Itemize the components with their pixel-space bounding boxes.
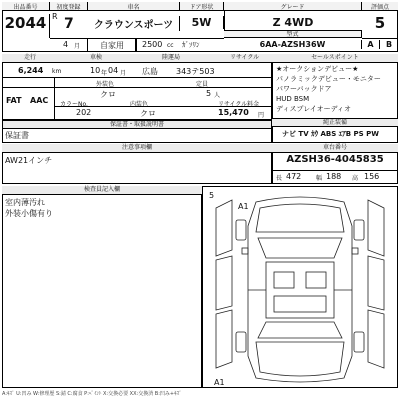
registration-label: 初度登録 xyxy=(50,2,88,11)
damage-mark-a1-top: A1 xyxy=(238,202,249,211)
length-value: 472 xyxy=(286,172,302,181)
ext-color-label: 外装色 xyxy=(96,81,115,88)
cc-unit: cc xyxy=(167,42,174,49)
mileage-value: 6,244 xyxy=(18,66,44,75)
color-row xyxy=(2,78,272,88)
inspection-year-unit: 年 xyxy=(101,70,108,77)
inspector-header xyxy=(2,186,202,195)
use-type: 自家用 xyxy=(100,41,124,50)
height-label: 高 xyxy=(352,175,359,182)
capacity-unit: 人 xyxy=(214,92,221,99)
shift-divider xyxy=(54,78,55,120)
car-name-label: 車名 xyxy=(88,2,180,11)
car-name: クラウンスポーツ xyxy=(88,16,180,31)
frame-label: 車台番号 xyxy=(322,144,347,151)
sales-point-header xyxy=(272,54,398,63)
car-diagram xyxy=(202,186,398,388)
lot-label: 出品番号 xyxy=(2,2,50,11)
score-label: 評価点 xyxy=(362,2,398,11)
location-value: 広島 xyxy=(142,67,158,76)
grade-label: グレード xyxy=(224,2,362,11)
inspection-year: 10 xyxy=(90,66,101,75)
plate-number: 343テ503 xyxy=(176,67,215,76)
ac-type: AAC xyxy=(30,96,49,105)
inspector-note: 室内薄汚れ xyxy=(5,198,45,207)
doors-value: 5W xyxy=(180,16,224,29)
sales-point-item: パノラミックデビュー・モニター xyxy=(276,75,381,83)
location-label: 陸運局 xyxy=(162,54,181,61)
capacity-value: 5 xyxy=(206,89,212,98)
ext-color-value: クロ xyxy=(100,90,116,99)
month-unit: 月 xyxy=(74,43,81,50)
width-label: 幅 xyxy=(316,175,323,182)
equipment-header xyxy=(272,118,398,127)
registration-month-cell xyxy=(50,38,88,52)
mileage-unit: km xyxy=(52,68,62,75)
grade-value: Z 4WD xyxy=(272,16,314,29)
shift-type: FAT xyxy=(6,96,22,105)
sales-point-item: HUD BSM xyxy=(276,95,310,103)
frame-number: AZSH36-4045835 xyxy=(286,154,384,165)
doors-label: ドア形状 xyxy=(180,2,224,11)
fuel-type: ｶﾞｿﾘﾝ xyxy=(182,41,200,49)
sales-point-item: パワーバックドア xyxy=(276,85,332,93)
length-label: 長 xyxy=(276,175,283,182)
era-letter: R xyxy=(52,12,58,21)
width-value: 188 xyxy=(326,172,342,181)
sales-point-list xyxy=(276,64,396,114)
registration-year: 7 xyxy=(64,16,74,32)
grade-divider xyxy=(224,11,225,30)
sub-score-a: A xyxy=(362,40,380,49)
model-label: 型式 xyxy=(224,30,362,38)
sales-point-item: ★オークションデビュー★ xyxy=(276,65,359,73)
notes-header xyxy=(2,144,272,153)
sub-score-b: B xyxy=(385,40,393,49)
height-value: 156 xyxy=(364,172,380,181)
history-row xyxy=(2,129,272,143)
notes-value: AW21インチ xyxy=(5,156,53,165)
inspection-label: 車検 xyxy=(90,54,103,61)
score-value: 5 xyxy=(374,14,386,32)
inspection-month-unit: 月 xyxy=(120,70,127,77)
recycle-label: リサイクル xyxy=(230,54,260,61)
color-no-value: 202 xyxy=(76,108,92,117)
corner-number: 5 xyxy=(209,191,215,200)
damage-mark-a1-bottom: A1 xyxy=(214,378,225,387)
equipment-label: 純正装備 xyxy=(322,119,347,126)
history-header xyxy=(2,120,272,129)
inspector-label: 検査員記入欄 xyxy=(83,186,120,193)
inspection-month: 04 xyxy=(108,66,119,75)
registration-month: 4 xyxy=(63,40,69,49)
frame-header xyxy=(272,144,398,153)
model-value: 6AA-AZSH36W xyxy=(224,40,362,49)
history-label: 保証書・取扱説明書 xyxy=(109,121,164,128)
inspector-note: 外装小傷有り xyxy=(5,209,53,218)
footer-legend: A:ｷｽﾞ U:凹み W:修理歴 S:錆 C:腐食 P:ﾍﾟｲﾝﾄ X:交換必要 XX:交換済 B:凹み+ｷｽﾞ xyxy=(2,391,182,397)
sales-point-item: ディスプレイオーディオ xyxy=(276,105,352,113)
engine-cc: 2500 xyxy=(142,40,163,49)
history-value: 保証書 xyxy=(5,131,29,140)
sales-point-label: セールスポイント xyxy=(311,54,359,61)
recycle-fee-value: 15,470 xyxy=(218,108,249,117)
capacity-label: 定員 xyxy=(196,81,209,88)
notes-label: 注意事項欄 xyxy=(121,144,152,151)
int-color-value: クロ xyxy=(140,109,156,118)
int-color-label: 内装色 xyxy=(130,101,149,108)
cc-divider xyxy=(136,38,137,52)
info-header xyxy=(2,54,272,63)
recycle-fee-label: リサイクル料金 xyxy=(218,101,260,108)
mileage-label: 走行 xyxy=(24,54,37,61)
equipment-items: ナビ TV ｶｳ ABS ｴｱB PS PW xyxy=(282,130,379,138)
recycle-fee-unit: 円 xyxy=(258,112,265,119)
lot-number: 2044 xyxy=(2,14,50,38)
inspector-notes xyxy=(5,197,53,219)
color-no-label: カラーNo. xyxy=(60,101,88,108)
